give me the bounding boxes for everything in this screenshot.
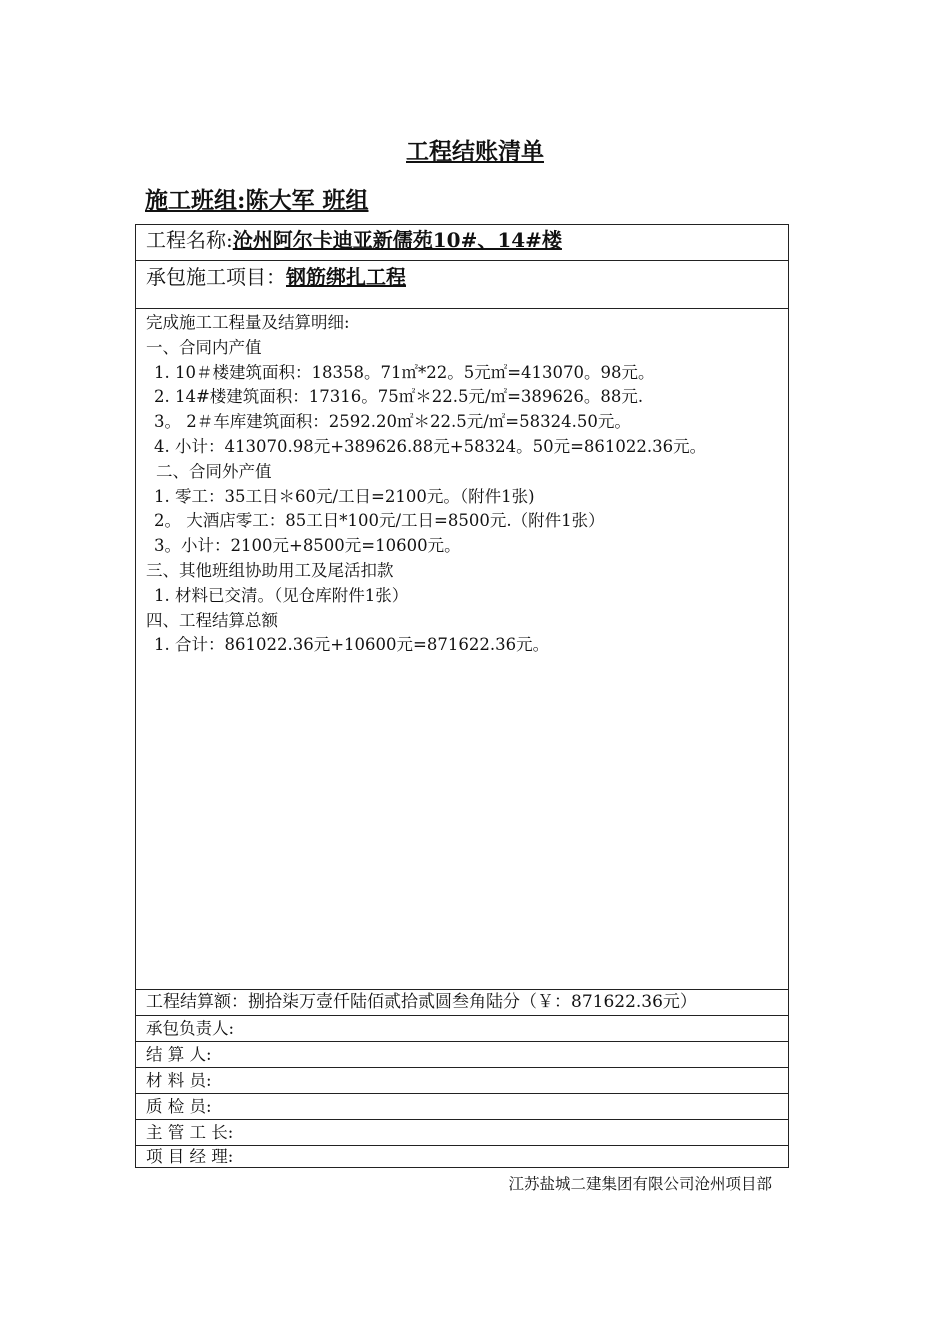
detail-line: 三、其他班组协助用工及尾活扣款	[146, 560, 394, 580]
detail-section	[136, 309, 788, 990]
team-name: 施工班组:陈大军 班组	[145, 187, 369, 214]
signature-foreman: 主 管 工 长:	[136, 1120, 788, 1146]
detail-line: 4. 小计：413070.98元+389626.88元+58324。50元=861022.36元。	[154, 436, 707, 456]
project-name-value: 沧州阿尔卡迪亚新儒苑10#、14#楼	[232, 228, 562, 252]
detail-line: 1. 合计：861022.36元+10600元=871622.36元。	[154, 635, 550, 655]
project-name-label: 工程名称:	[146, 228, 233, 252]
detail-line: 3。小计：2100元+8500元=10600元。	[154, 536, 461, 556]
detail-line: 一、合同内产值	[146, 337, 262, 357]
contract-item-value: 钢筋绑扎工程	[286, 265, 406, 289]
detail-line: 二、合同外产值	[156, 461, 272, 481]
settlement-table	[135, 224, 789, 1168]
detail-line: 完成施工工程量及结算明细:	[146, 313, 350, 332]
detail-line: 3。 2＃车库建筑面积：2592.20㎡＊22.5元/㎡=58324.50元。	[154, 412, 631, 432]
signature-contractor: 承包负责人:	[136, 1016, 788, 1042]
signature-project-manager: 项 目 经 理:	[146, 1147, 234, 1166]
detail-line: 2. 14#楼建筑面积：17316。75㎡＊22.5元/㎡=389626。88元.	[154, 387, 644, 407]
detail-line: 2。 大酒店零工：85工日*100元/工日=8500元.（附件1张）	[154, 511, 605, 531]
company-footer: 江苏盐城二建集团有限公司沧州项目部	[508, 1175, 772, 1193]
settlement-amount-row: 工程结算额：捌拾柒万壹仟陆佰贰拾贰圆叁角陆分（￥：871622.36元）	[136, 990, 788, 1016]
signature-settler: 结 算 人:	[136, 1042, 788, 1068]
detail-line: 1. 10＃楼建筑面积：18358。71㎡*22。5元㎡=413070。98元。	[154, 362, 655, 382]
detail-line: 1. 材料已交清。（见仓库附件1张）	[154, 585, 409, 605]
document-title: 工程结账清单	[406, 138, 544, 165]
contract-item-row	[136, 261, 788, 309]
signature-material-clerk: 材 料 员:	[136, 1068, 788, 1094]
project-name-row	[136, 225, 788, 261]
detail-line: 1. 零工：35工日＊60元/工日=2100元。（附件1张)	[154, 486, 535, 506]
detail-line: 四、工程结算总额	[146, 610, 278, 630]
contract-item-label: 承包施工项目：	[146, 265, 286, 289]
signature-quality-inspector: 质 检 员:	[136, 1094, 788, 1120]
